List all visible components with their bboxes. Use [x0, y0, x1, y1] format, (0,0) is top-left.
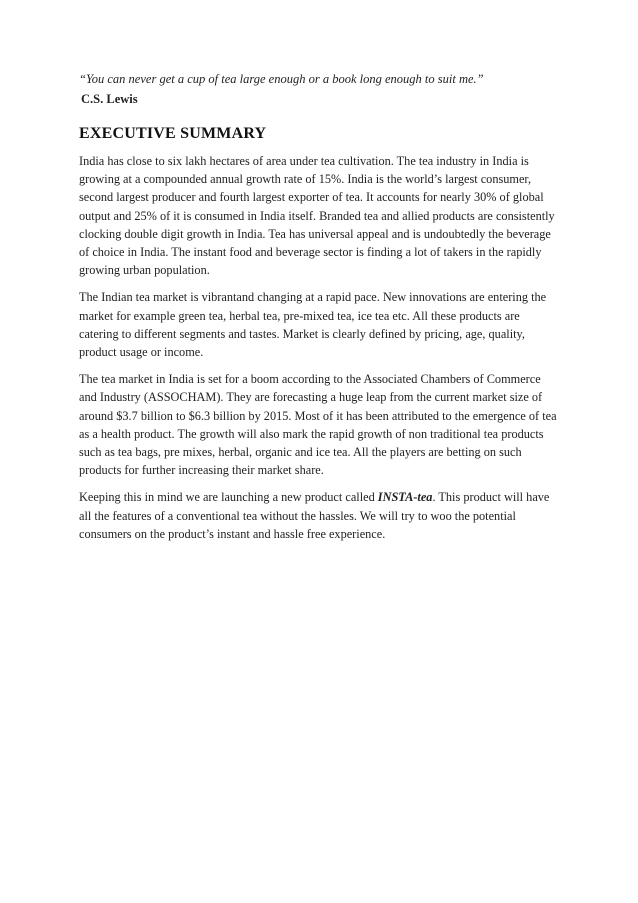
paragraph-market-trends: The Indian tea market is vibrantand changing at a rapid pace. New innovations are entering the market for example green tea, herbal tea, pre-mixed tea, ice tea etc. All these products are catering to different segments and tastes. Market is clearly defined by pricing, age, quality, product usage or income.	[79, 290, 547, 360]
launch-text-before: Keeping this in mind we are launching a new product called	[79, 490, 378, 505]
document-page	[79, 70, 561, 552]
section-heading: EXECUTIVE SUMMARY	[79, 125, 267, 142]
paragraph-product-launch	[79, 488, 561, 543]
launch-text-after: . This product will have all the features of a conventional tea without the hassles. We will try to woo the potential consumers on the product’s instant and hassle free experience.	[79, 490, 550, 541]
paragraph-market-overview: India has close to six lakh hectares of area under tea cultivation. The tea industry in India is growing at a compounded annual growth rate of 15%. India is the world’s largest consumer, second largest producer and fourth largest exporter of tea. It accounts for nearly 30% of global output and 25% of it is consumed in India itself. Branded tea and allied products are consistently clocking double digit growth in India. Tea has universal appeal and is undoubtedly the beverage of choice in India. The instant food and beverage sector is finding a lot of takers in the rapidly growing urban population.	[79, 154, 555, 278]
epigraph-author: C.S. Lewis	[81, 92, 138, 106]
epigraph-quote: “You can never get a cup of tea large enough or a book long enough to suit me.”	[79, 72, 484, 86]
product-name: INSTA-tea	[377, 490, 433, 505]
paragraph-market-forecast: The tea market in India is set for a boom according to the Associated Chambers of Commerce and Industry (ASSOCHAM). They are forecasting a huge leap from the current market size of around $3.7 billion to $6.3 billion by 2015. Most of it has been attributed to the emergence of tea as a health product. The growth will also mark the rapid growth of non traditional tea products such as tea bags, pre mixes, herbal, organic and ice tea. All the players are betting on such products for further increasing their market share.	[79, 372, 557, 478]
